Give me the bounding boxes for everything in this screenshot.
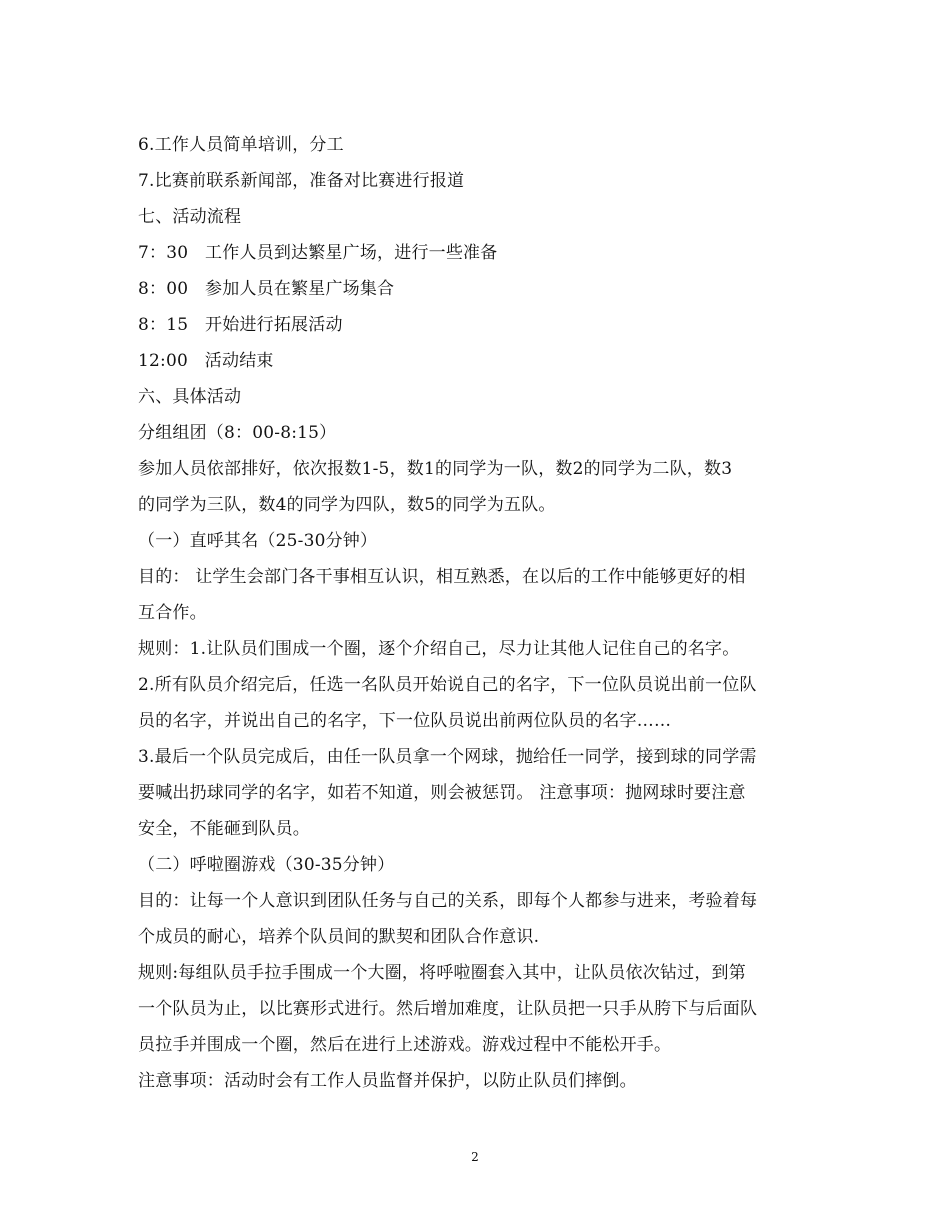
schedule-item: 12:00 活动结束 [138, 351, 274, 371]
text-line: 目的： 让学生会部门各干事相互认识，相互熟悉，在以后的工作中能够更好的相 [138, 567, 746, 587]
text-line: 员的名字，并说出自己的名字，下一位队员说出前两位队员的名字…… [138, 711, 672, 731]
text-line: 安全，不能砸到队员。 [138, 819, 310, 839]
text-line: 要喊出扔球同学的名字，如若不知道，则会被惩罚。 注意事项：抛网球时要注意 [138, 783, 746, 803]
text-line: 互合作。 [138, 603, 207, 623]
section-heading: 七、活动流程 [138, 207, 242, 227]
text-line: 目的：让每一个人意识到团队任务与自己的关系，即每个人都参与进来，考验着每 [138, 891, 758, 911]
schedule-item: 7：30 工作人员到达繁星广场，进行一些准备 [138, 243, 498, 263]
text-line: 7.比赛前联系新闻部，准备对比赛进行报道 [138, 171, 465, 191]
text-line: 一个队员为止，以比赛形式进行。然后增加难度，让队员把一只手从胯下与后面队 [138, 999, 758, 1019]
text-line: 2.所有队员介绍完后，任选一名队员开始说自己的名字，下一位队员说出前一位队 [138, 675, 757, 695]
section-heading: 六、具体活动 [138, 387, 242, 407]
document-body [138, 127, 838, 1099]
text-line: 员拉手并围成一个圈，然后在进行上述游戏。游戏过程中不能松开手。 [138, 1035, 672, 1055]
subsection-heading: （二）呼啦圈游戏（30-35分钟） [138, 855, 395, 875]
text-line: 3.最后一个队员完成后，由任一队员拿一个网球，抛给任一同学，接到球的同学需 [138, 747, 757, 767]
text-line: 参加人员依部排好，依次报数1-5，数1的同学为一队，数2的同学为二队，数3 [138, 459, 733, 479]
text-line: 注意事项：活动时会有工作人员监督并保护，以防止队员们摔倒。 [138, 1071, 637, 1091]
page-number: 2 [471, 1150, 479, 1164]
text-line: 6.工作人员简单培训，分工 [138, 135, 344, 155]
text-line: 个成员的耐心，培养个队员间的默契和团队合作意识. [138, 927, 540, 947]
schedule-item: 8：00 参加人员在繁星广场集合 [138, 279, 395, 299]
subsection-heading: 分组组团（8：00-8:15） [138, 423, 337, 443]
text-line: 规则：1.让队员们围成一个圈，逐个介绍自己，尽力让其他人记住自己的名字。 [138, 639, 740, 659]
schedule-item: 8：15 开始进行拓展活动 [138, 315, 343, 335]
subsection-heading: （一）直呼其名（25-30分钟） [138, 531, 378, 551]
text-line: 的同学为三队，数4的同学为四队，数5的同学为五队。 [138, 495, 556, 515]
text-line: 规则:每组队员手拉手围成一个大圈，将呼啦圈套入其中，让队员依次钻过，到第 [138, 963, 746, 983]
